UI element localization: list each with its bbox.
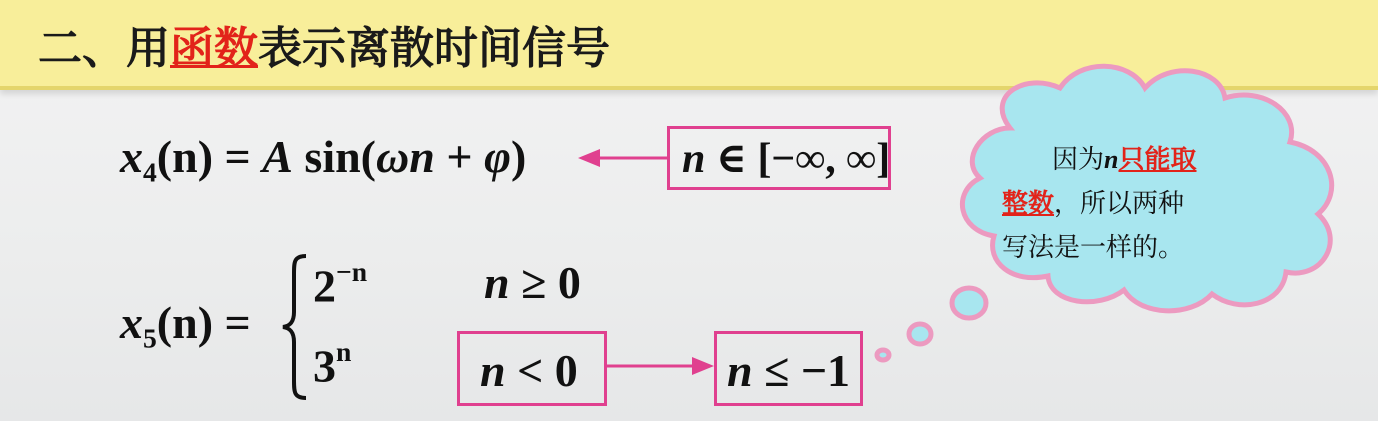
- eq4-sin: sin(: [304, 131, 377, 182]
- case2-exponent: n: [336, 336, 352, 367]
- cloud-line-1: [1002, 138, 1262, 182]
- cloud-text: [1002, 138, 1262, 270]
- eq5-lhs-var: x: [120, 297, 143, 348]
- condition-le-value: ≤ −1: [752, 345, 851, 396]
- cloud-line1-prefix: 因为: [1052, 145, 1105, 175]
- title-prefix: 二、用: [38, 23, 170, 74]
- condition-le-var: n: [727, 345, 753, 396]
- case2-base: 3: [313, 340, 336, 392]
- domain-range: ∈ [−∞, ∞]: [705, 136, 891, 182]
- eq4-lhs-arg: (n) =: [156, 131, 263, 182]
- eq4-phi: φ: [484, 131, 512, 182]
- case1-cond-var: n: [484, 257, 510, 308]
- cloud-line1-red: 只能取: [1118, 145, 1197, 175]
- cloud-line2-suffix: ，所以两种: [1054, 189, 1185, 219]
- cloud-line2-red: 整数: [1002, 189, 1055, 219]
- condition-lt-value: < 0: [505, 345, 578, 396]
- title-highlight: 函数: [170, 23, 258, 74]
- case1-cond-text: ≥ 0: [509, 257, 581, 308]
- eq4-lhs-sub: 4: [143, 156, 157, 188]
- cloud-line-2: [1002, 182, 1262, 226]
- cloud-line1-var: n: [1104, 145, 1119, 174]
- eq4-amplitude: A: [262, 131, 293, 182]
- eq4-plus: +: [434, 131, 485, 182]
- eq5-lhs-sub: 5: [143, 322, 157, 354]
- case1-base: 2: [313, 260, 336, 312]
- case1-exponent: −n: [336, 256, 368, 287]
- title-suffix: 表示离散时间信号: [258, 23, 610, 74]
- domain-var: n: [682, 136, 706, 182]
- eq4-omega: ωn: [376, 131, 435, 182]
- eq5-lhs-arg: (n) =: [156, 297, 251, 348]
- eq4-lhs-var: x: [120, 131, 143, 182]
- cloud-line-3: 写法是一样的。: [1002, 233, 1185, 263]
- condition-lt-var: n: [480, 345, 506, 396]
- eq4-close: ): [511, 131, 527, 182]
